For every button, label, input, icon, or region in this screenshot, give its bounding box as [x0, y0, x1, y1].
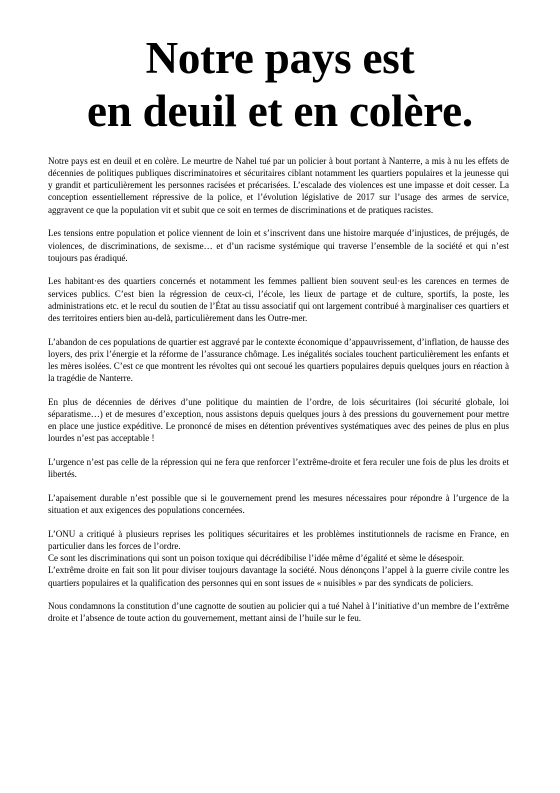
paragraph-6: L’urgence n’est pas celle de la répression qui ne fera que renforcer l’extrême-droite et fera reculer une fois de plus les droits et libertés.: [48, 457, 509, 480]
paragraph-2: Les tensions entre population et police viennent de loin et s’inscrivent dans une histoire marquée d’injustices, de préjugés, de violences, de discriminations, de sexisme… et d’un racisme systémique qui traverse l’ensemble de la société et qui n’est toujours pas éradiqué.: [48, 228, 509, 263]
document-title: [40, 32, 520, 138]
paragraph-8: L’ONU a critiqué à plusieurs reprises les politiques sécuritaires et les problèmes institutionnels de racisme en France, en particulier dans les forces de l’ordre.: [48, 528, 509, 552]
paragraph-11: Nous condamnons la constitution d’une cagnotte de soutien au policier qui a tué Nahel à l’initiative d’un membre de l’extrême droite et l’absence de toute action du gouvernement, mettant ainsi de l’huile sur le feu.: [48, 601, 509, 624]
paragraph-1: Notre pays est en deuil et en colère. Le meurtre de Nahel tué par un policier à bout portant à Nanterre, a mis à nu les effets de décennies de politiques publiques discriminatoires et sécuritaires ciblant notamment les quartiers populaires et la jeunesse qui y grandit et particulièrement les personnes racisées et précarisées. L’escalade des violences est une impasse et doit cesser. La conception essentiellement répressive de la police, et l’évolution législative de 2017 sur l’usage des armes de service, aggravent ce que la population vit et subit que ce soit en termes de discriminations et de pratiques racistes.: [48, 156, 509, 215]
paragraph-4: L’abandon de ces populations de quartier est aggravé par le contexte économique d’appauvrissement, d’inflation, de hausse des loyers, des prix l’énergie et la réforme de l’assurance chômage. Les inégalités sociales touchent particulièrement les enfants et les mères isolées. C’est ce que montrent les révoltes qui ont secoué les quartiers populaires depuis quelques jours en réaction à la tragédie de Nanterre.: [48, 336, 509, 384]
title-line-2: en deuil et en colère.: [87, 86, 473, 136]
document-body: [48, 155, 509, 636]
paragraph-7: L’apaisement durable n’est possible que si le gouvernement prend les mesures nécessaires pour répondre à l’urgence de la situation et aux exigences des populations concernées.: [48, 493, 509, 516]
title-line-1: Notre pays est: [145, 33, 415, 83]
paragraph-9: Ce sont les discriminations qui sont un poison toxique qui décrédibilise l’idée même d’égalité et sème le désespoir.: [48, 553, 465, 564]
paragraph-5: En plus de décennies de dérives d’une politique du maintien de l’ordre, de lois sécuritaires (loi sécurité globale, loi séparatisme…) et de mesures d’exception, nous assistons depuis quelques jours à des pressions du gouvernement pour mettre en place une justice expéditive. Le prononcé de mises en détention préventives systématiques avec des peines de plus en plus lourdes n’est pas acceptable !: [48, 396, 509, 444]
paragraph-3: Les habitant·es des quartiers concernés et notamment les femmes pallient bien souvent seul·es les carences en termes de services publics. C’est bien la régression de ceux-ci, l’école, les lieux de partage et de culture, sportifs, la poste, les administrations etc. et le recul du soutien de l’État au tissu associatif qui ont largement contribué à marginaliser ces quartiers et des territoires entiers bien au-delà, particulièrement dans les Outre-mer.: [48, 276, 509, 323]
paragraph-10: L’extrême droite en fait son lit pour diviser toujours davantage la société. Nous dénonçons l’appel à la guerre civile contre les quartiers populaires et la qualification des personnes qui en sont issues de « nuisibles » par des syndicats de policiers.: [48, 565, 509, 588]
